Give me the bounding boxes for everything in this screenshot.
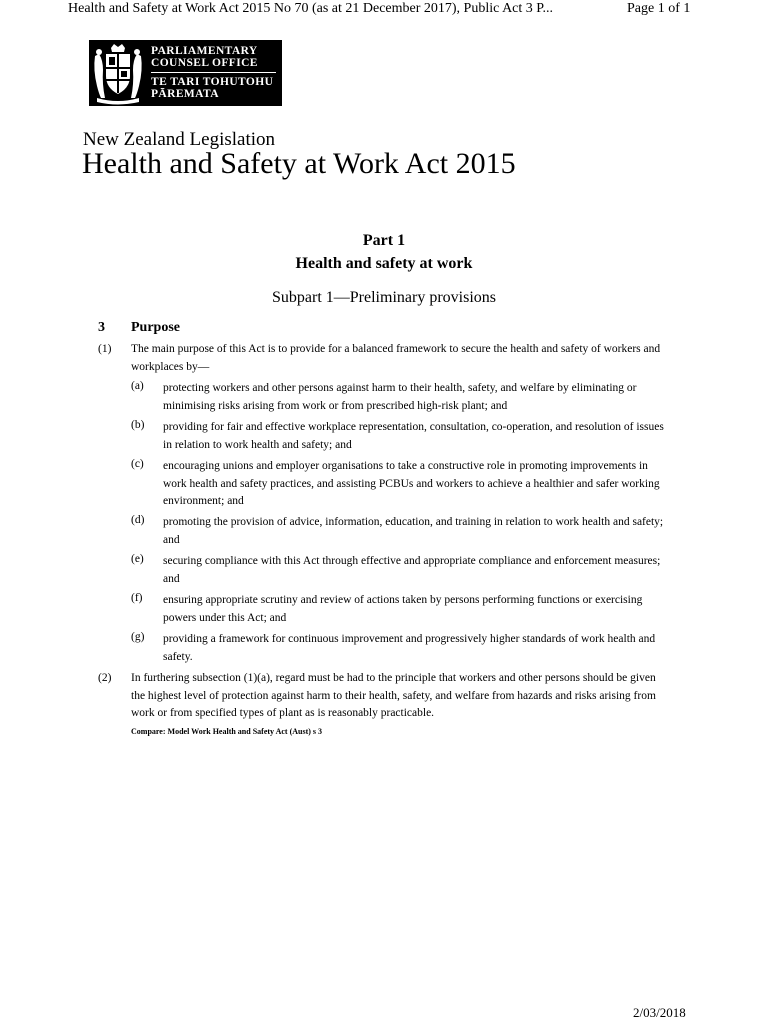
paragraph-label: (b) [131, 419, 145, 431]
coat-of-arms-icon [89, 40, 147, 106]
paragraph-label: (g) [131, 631, 145, 643]
paragraph-text: promoting the provision of advice, information, education, and training in relation to work health and safety; and [163, 516, 664, 546]
logo-line-4: PĀREMATA [151, 88, 219, 100]
section-title: Purpose [131, 320, 180, 335]
subsection-label: (1) [98, 343, 112, 355]
paragraph-text: encouraging unions and employer organisations to take a constructive role in promoting improvements in work health and safety practices, and assisting PCBUs and workers to achieve a healthier and safer working environment; and [163, 460, 660, 507]
logo-line-1: PARLIAMENTARY [151, 45, 258, 57]
document-title: Health and Safety at Work Act 2015 [82, 147, 516, 180]
section-number: 3 [98, 320, 105, 335]
part-number: Part 1 [362, 232, 406, 249]
paragraph-text: providing for fair and effective workplace representation, consultation, co-operation, and resolution of issues in relation to work health and safety; and [163, 421, 664, 451]
subsection-text: The main purpose of this Act is to provide for a balanced framework to secure the health and safety of workers and workplaces by— [131, 343, 661, 373]
paragraph-text: providing a framework for continuous improvement and progressively higher standards of work health and safety. [163, 633, 656, 663]
footer-date: 2/03/2018 [633, 1005, 686, 1020]
browser-header-title: Health and Safety at Work Act 2015 No 70 (as at 21 December 2017), Public Act 3 P... [68, 1, 554, 16]
logo-line-3: TE TARI TOHUTOHU [151, 76, 274, 88]
logo-line-2: COUNSEL OFFICE [151, 57, 258, 69]
paragraph-label: (a) [131, 380, 144, 392]
subpart-heading: Subpart 1—Preliminary provisions [272, 289, 496, 306]
paragraph-label: (f) [131, 592, 143, 604]
paragraph-label: (e) [131, 553, 144, 565]
subsection-label: (2) [98, 672, 112, 684]
paragraph-label: (d) [131, 514, 145, 526]
subsection-text: In furthering subsection (1)(a), regard must be had to the principle that workers and other persons should be given the highest level of protection against harm to their health, safety, and welfare from hazards and risks arising from work or from specified types of plant as is reasonably practicable. [131, 672, 656, 719]
logo-divider [151, 72, 276, 73]
paragraph-text: securing compliance with this Act through effective and appropriate compliance and enforcement measures; and [163, 555, 661, 585]
compare-note: Compare: Model Work Health and Safety Act (Aust) s 3 [131, 727, 323, 736]
part-title: Health and safety at work [295, 255, 473, 272]
paragraph-text: protecting workers and other persons against harm to their health, safety, and welfare by eliminating or minimising risks arising from work or from prescribed high-risk plant; and [163, 382, 637, 412]
paragraph-label: (c) [131, 458, 144, 470]
paragraph-text: ensuring appropriate scrutiny and review of actions taken by persons performing functions or exercising powers under this Act; and [163, 594, 643, 624]
pco-logo [89, 40, 282, 106]
page-indicator: Page 1 of 1 [627, 1, 691, 16]
document-subtitle: New Zealand Legislation [83, 129, 276, 150]
